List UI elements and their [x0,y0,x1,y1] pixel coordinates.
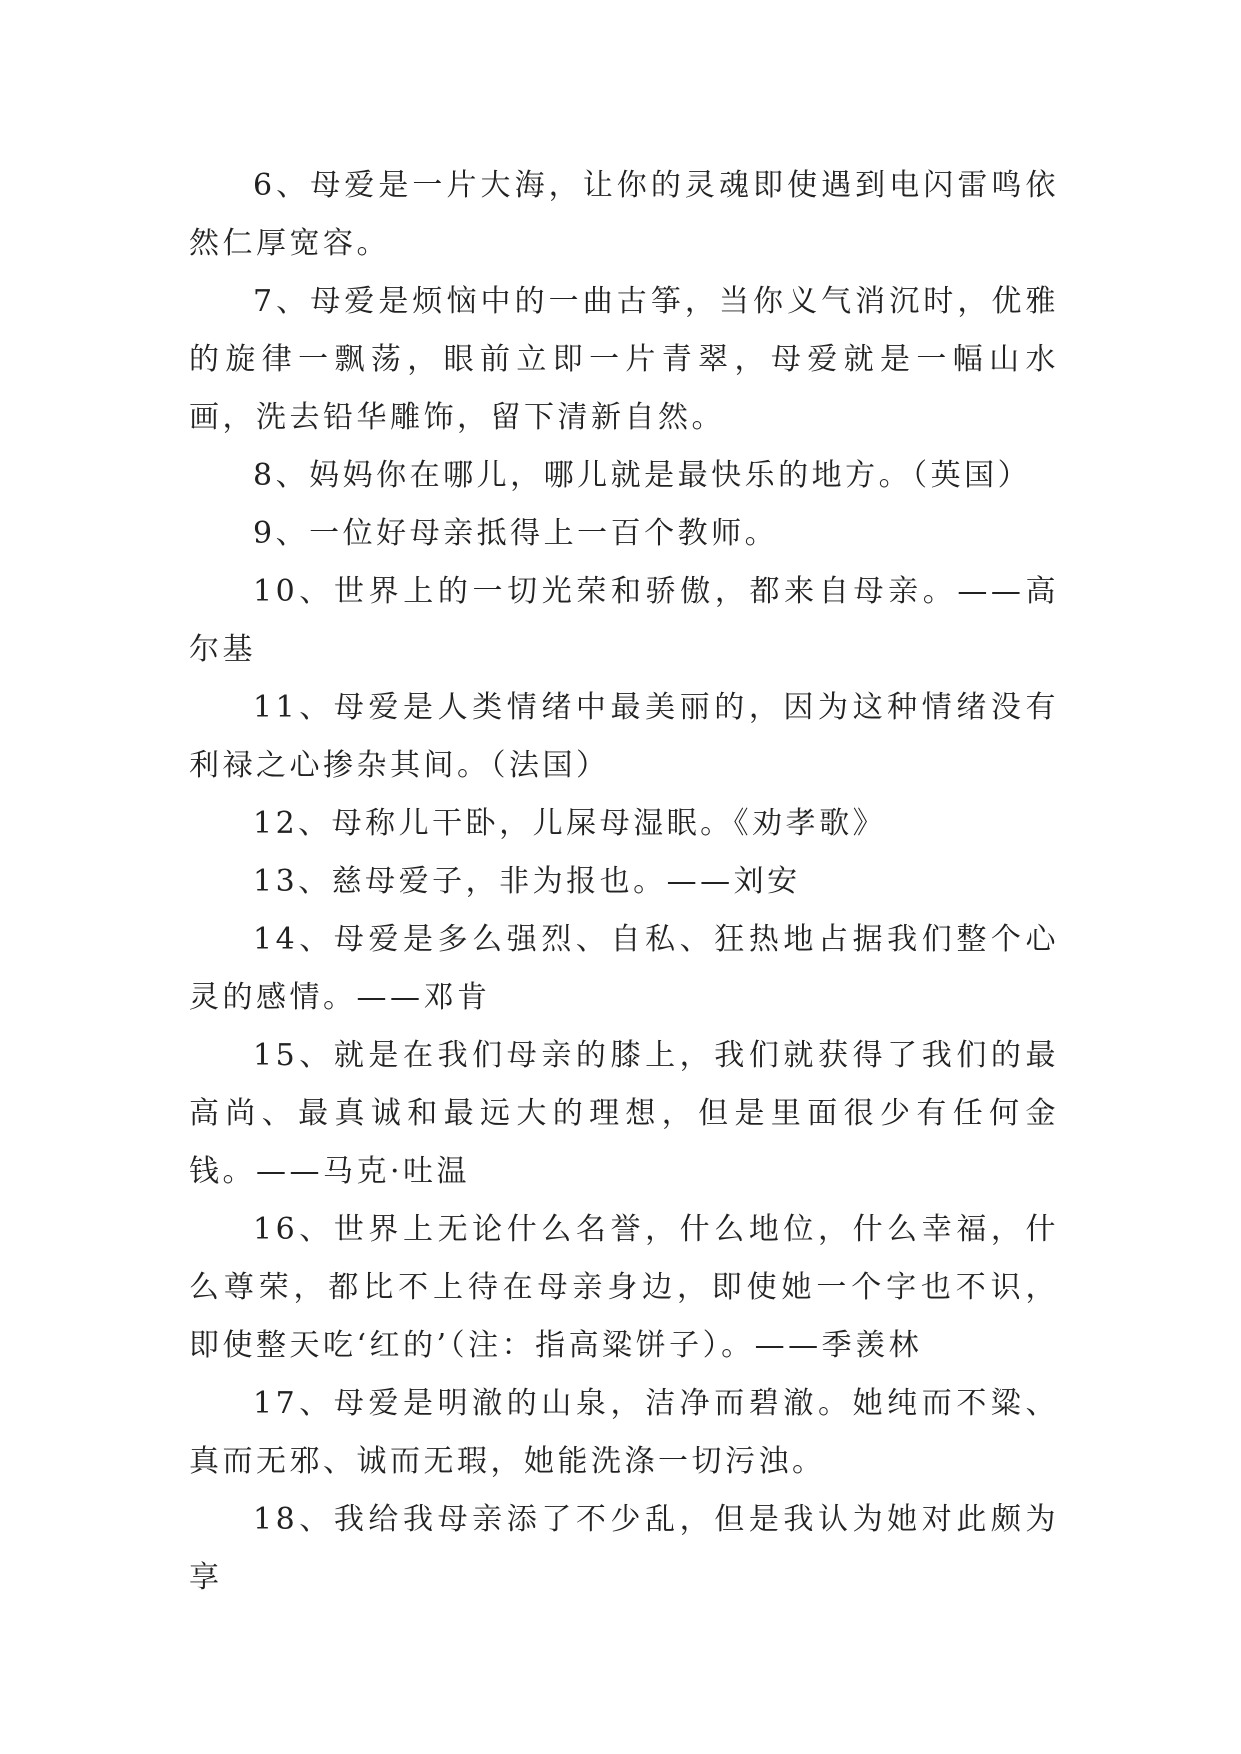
quote-paragraph-15: 15、就是在我们母亲的膝上，我们就获得了我们的最高尚、最真诚和最远大的理想，但是里面很少有任何金钱。——马克·吐温 [189,1038,1059,1189]
quote-paragraph-17: 17、母爱是明澈的山泉，洁净而碧澈。她纯而不粱、真而无邪、诚而无瑕，她能洗涤一切污浊。 [189,1386,1059,1479]
quote-paragraph-13: 13、慈母爱子，非为报也。——刘安 [253,864,801,899]
quote-paragraph-7: 7、母爱是烦恼中的一曲古筝，当你义气消沉时，优雅的旋律一飘荡，眼前立即一片青翠，母爱就是一幅山水画，洗去铅华雕饰，留下清新自然。 [189,284,1059,435]
quote-paragraph-18: 18、我给我母亲添了不少乱，但是我认为她对此颇为享 [189,1502,1059,1595]
quote-paragraph-11: 11、母爱是人类情绪中最美丽的，因为这种情绪没有利禄之心掺杂其间。（法国） [189,690,1059,783]
quote-paragraph-10: 10、世界上的一切光荣和骄傲，都来自母亲。——高尔基 [189,574,1059,667]
quote-paragraph-9: 9、一位好母亲抵得上一百个教师。 [253,516,779,551]
quote-paragraph-8: 8、妈妈你在哪儿，哪儿就是最快乐的地方。（英国） [253,458,1032,493]
quote-paragraph-12: 12、母称儿干卧，儿屎母湿眠。《劝孝歌》 [253,806,887,841]
quote-paragraph-14: 14、母爱是多么强烈、自私、狂热地占据我们整个心灵的感情。——邓肯 [189,922,1059,1015]
quote-paragraph-6: 6、母爱是一片大海，让你的灵魂即使遇到电闪雷鸣依然仁厚宽容。 [189,168,1059,261]
quote-paragraph-16: 16、世界上无论什么名誉，什么地位，什么幸福，什么尊荣，都比不上待在母亲身边，即使她一个字也不识，即使整天吃‘红的’（注：指高粱饼子）。——季羡林 [189,1212,1059,1363]
document-body [189,157,1059,1607]
